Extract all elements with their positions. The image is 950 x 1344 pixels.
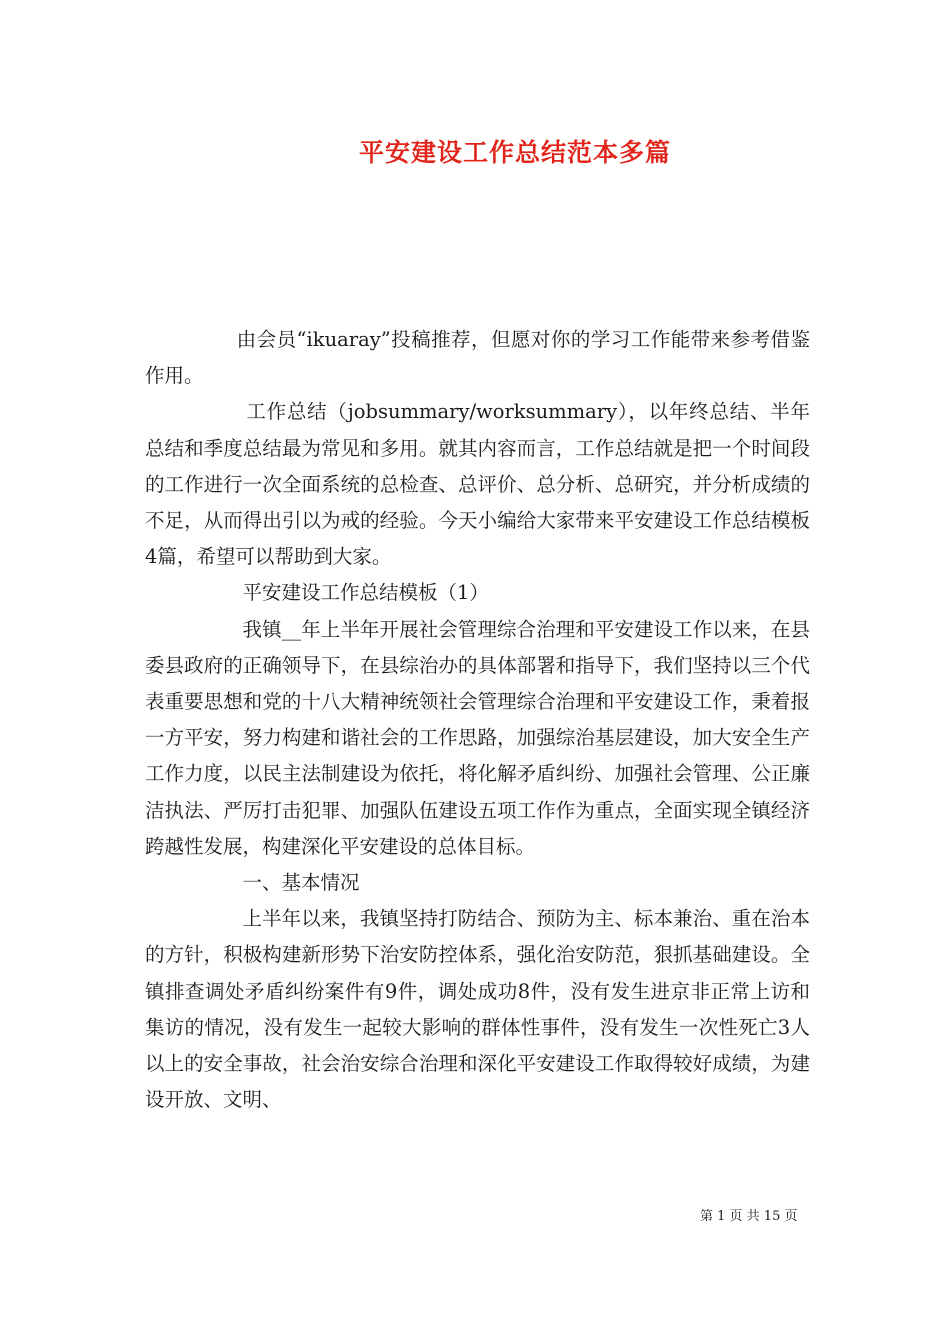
document-title: 平安建设工作总结范本多篇 [358,138,671,167]
section-heading-template-1: 平安建设工作总结模板（1） [242,581,489,605]
summary-paragraph: 工作总结（jobsummary/worksummary），以年终总结、半年总结和季度总结最为常见和多用。就其内容而言，工作总结就是把一个时间段的工作进行一次全面系统的总检查、总评价、总分析、总研究，并分析成绩的不足，从而得出引以为戒的经验。今天小编给大家带来平安建设工作总结模板4篇，希望可以帮助到大家。 [145,400,810,569]
section-heading-basic-situation: 一、基本情况 [242,871,360,895]
body-paragraph-1: 我镇__年上半年开展社会管理综合治理和平安建设工作以来，在县委县政府的正确领导下，在县综治办的具体部署和指导下，我们坚持以三个代表重要思想和党的十八大精神统领社会管理综合治理和平安建设工作，秉着报一方平安，努力构建和谐社会的工作思路，加强综治基层建设，加大安全生产工作力度，以民主法制建设为依托，将化解矛盾纠纷、加强社会管理、公正廉洁执法、严厉打击犯罪、加强队伍建设五项工作作为重点，全面实现全镇经济跨越性发展，构建深化平安建设的总体目标。 [145,617,810,858]
document-body [145,322,810,1118]
intro-paragraph: 由会员“ikuaray”投稿推荐，但愿对你的学习工作能带来参考借鉴作用。 [145,328,810,388]
page-number: 第 1 页 共 15 页 [700,1209,798,1224]
body-paragraph-2: 上半年以来，我镇坚持打防结合、预防为主、标本兼治、重在治本的方针，积极构建新形势下治安防控体系，强化治安防范，狠抓基础建设。全镇排查调处矛盾纠纷案件有9件，调处成功8件，没有发生进京非正常上访和集访的情况，没有发生一起较大影响的群体性事件，没有发生一次性死亡3人以上的安全事故，社会治安综合治理和深化平安建设工作取得较好成绩，为建设开放、文明、 [145,907,810,1112]
